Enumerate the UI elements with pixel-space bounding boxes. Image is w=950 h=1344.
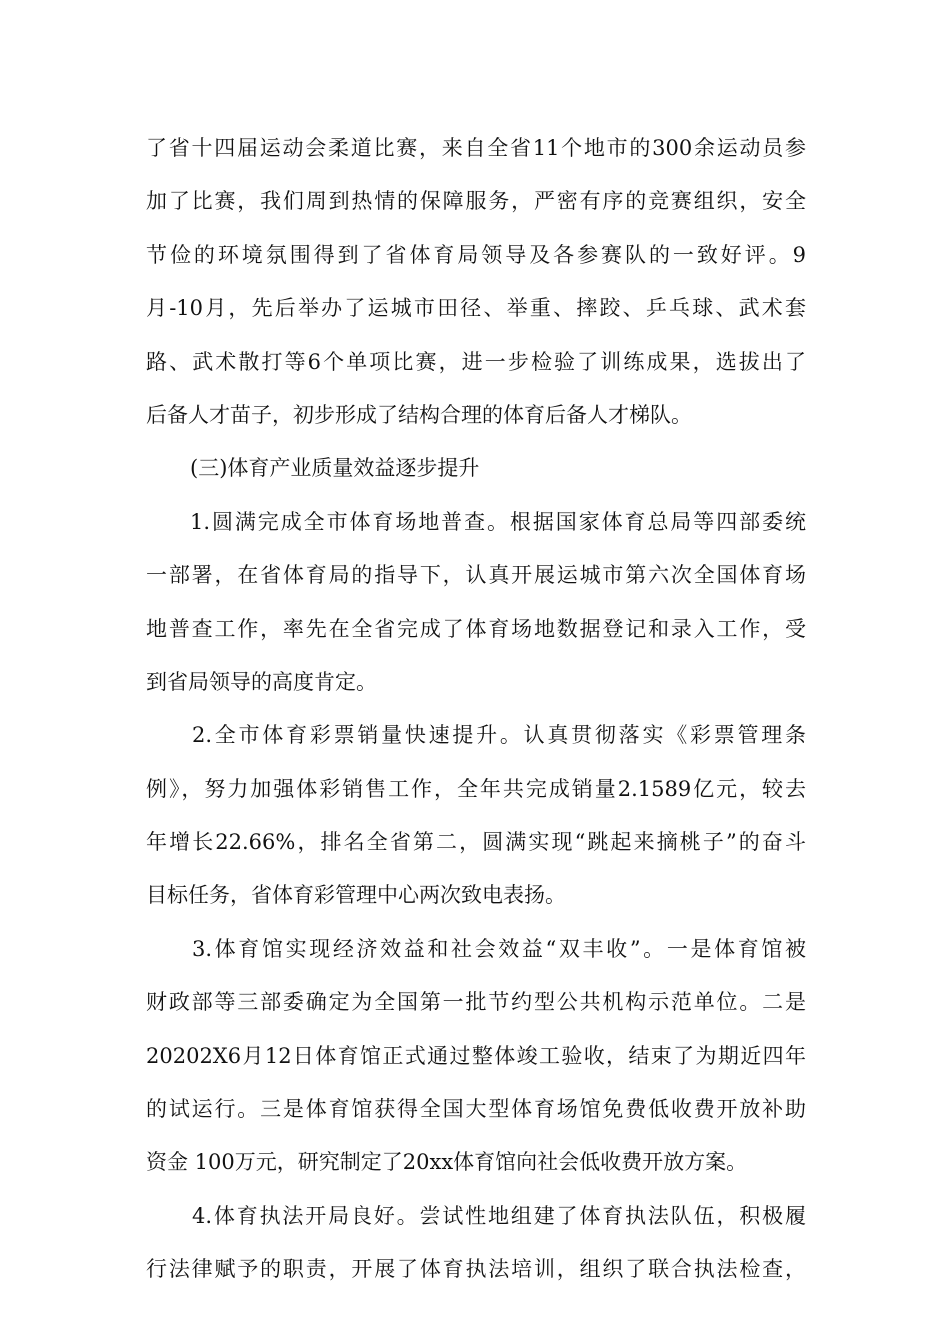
text-line: 行法律赋予的职责，开展了体育执法培训，组织了联合执法检查， — [146, 1257, 806, 1282]
text-line: 的试运行。三是体育馆获得全国大型体育场馆免费低收费开放补助 — [146, 1097, 806, 1122]
text-line: 目标任务，省体育彩管理中心两次致电表扬。 — [146, 883, 566, 908]
text-line: 加了比赛，我们周到热情的保障服务，严密有序的竞赛组织，安全 — [146, 189, 806, 214]
text-line: 年增长22.66%，排名全省第二，圆满实现“跳起来摘桃子”的奋斗 — [146, 830, 806, 855]
text-line: 3.体育馆实现经济效益和社会效益“双丰收”。一是体育馆被 — [192, 936, 806, 961]
text-line: 2.全市体育彩票销量快速提升。认真贯彻落实《彩票管理条 — [192, 723, 806, 748]
text-line: 节俭的环境氛围得到了省体育局领导及各参赛队的一致好评。9 — [146, 242, 806, 267]
text-line: 财政部等三部委确定为全国第一批节约型公共机构示范单位。二是 — [146, 990, 806, 1015]
text-line: 一部署，在省体育局的指导下，认真开展运城市第六次全国体育场 — [146, 563, 806, 588]
text-line: 后备人才苗子，初步形成了结构合理的体育后备人才梯队。 — [146, 402, 692, 427]
text-line: 地普查工作，率先在全省完成了体育场地数据登记和录入工作，受 — [146, 616, 806, 641]
text-line: 1.圆满完成全市体育场地普查。根据国家体育总局等四部委统 — [190, 509, 806, 534]
text-line: 4.体育执法开局良好。尝试性地组建了体育执法队伍，积极履 — [192, 1203, 806, 1228]
text-line: 到省局领导的高度肯定。 — [146, 669, 377, 694]
text-line: 20202X6月12日体育馆正式通过整体竣工验收，结束了为期近四年 — [146, 1043, 806, 1068]
text-line: 了省十四届运动会柔道比赛，来自全省11个地市的300余运动员参 — [146, 136, 806, 160]
text-line: 资金 100万元，研究制定了20xx体育馆向社会低收费开放方案。 — [146, 1150, 748, 1175]
text-line: 路、武术散打等6个单项比赛，进一步检验了训练成果，选拔出了 — [146, 349, 806, 374]
text-line: 月-10月，先后举办了运城市田径、举重、摔跤、乒乓球、武术套 — [146, 296, 806, 321]
text-line: 例》，努力加强体彩销售工作，全年共完成销量2.1589亿元，较去 — [146, 776, 806, 801]
section-heading: (三)体育产业质量效益逐步提升 — [190, 456, 480, 481]
document-page — [146, 122, 806, 1297]
